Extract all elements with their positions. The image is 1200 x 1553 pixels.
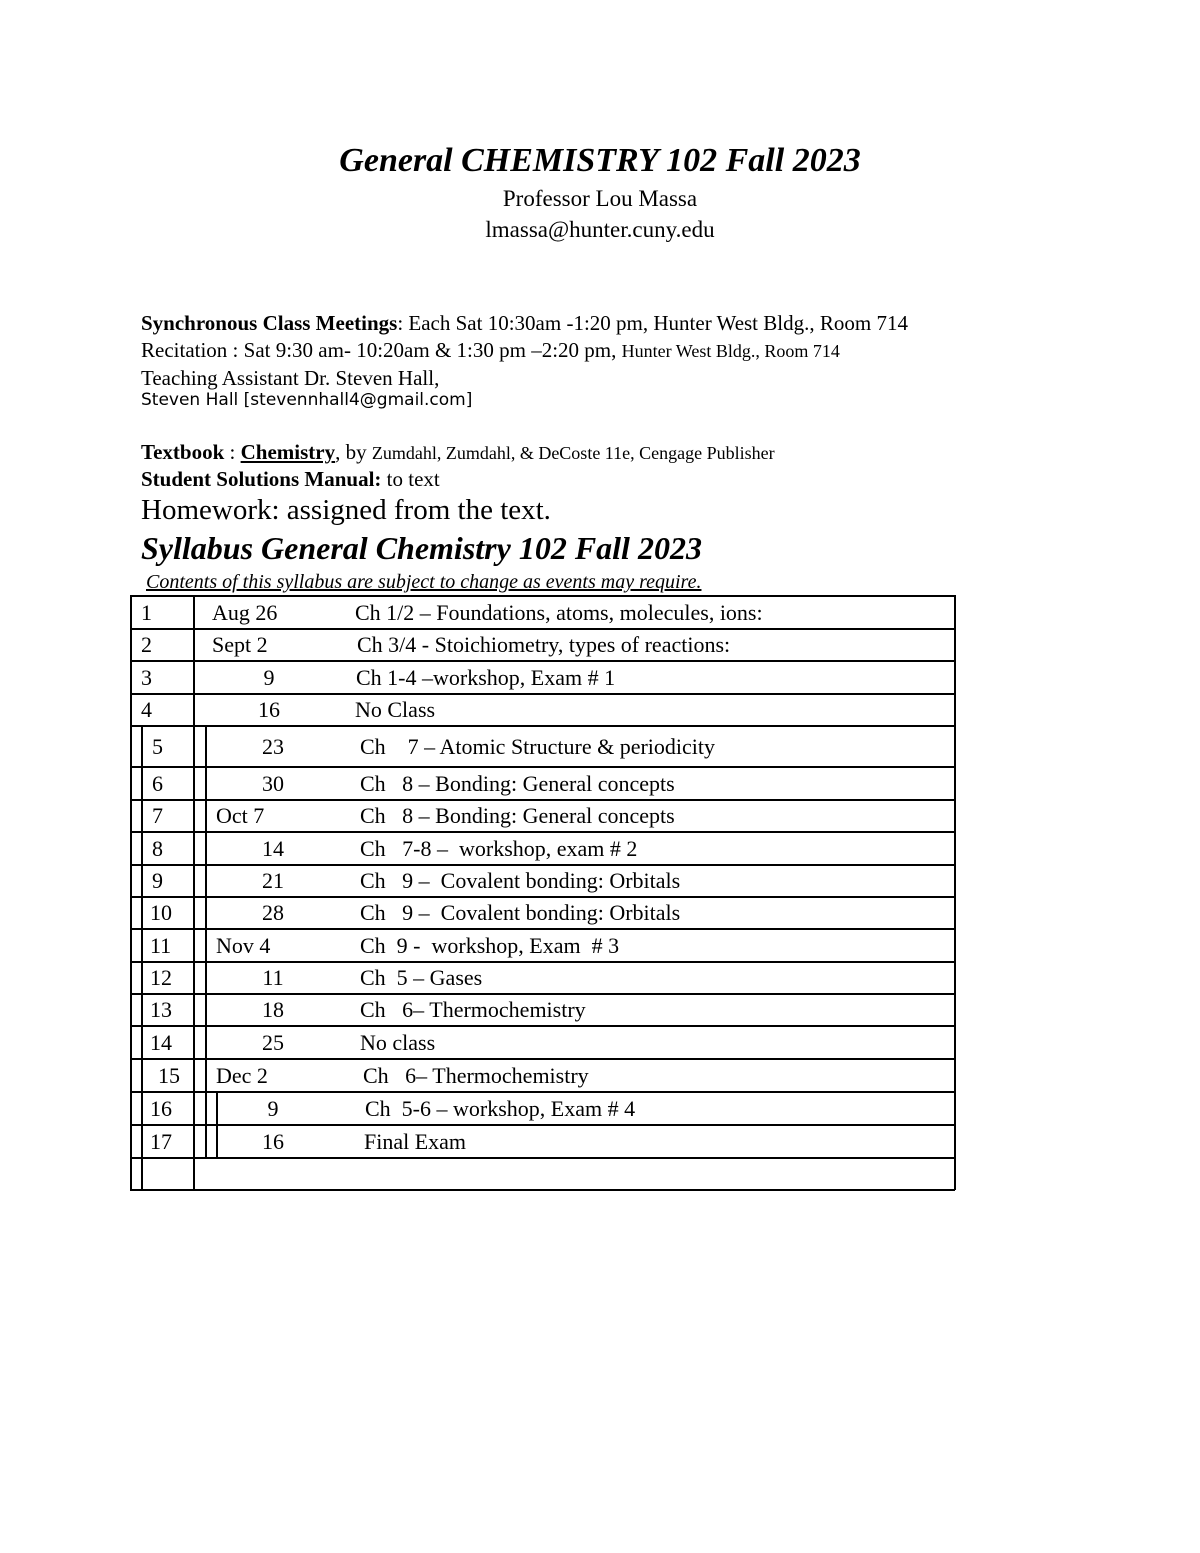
session-date: 25 [262, 1029, 284, 1055]
textbook-label: Textbook [141, 440, 225, 464]
table-rule [130, 766, 955, 768]
textbook-by: , by [335, 440, 372, 464]
session-number: 12 [150, 965, 172, 990]
table-rule [130, 693, 955, 695]
table-rule [205, 725, 207, 1157]
table-rule [130, 595, 132, 1190]
table-rule [130, 1091, 955, 1093]
homework-note: Homework: assigned from the text. [141, 494, 551, 526]
ta-email: Steven Hall [stevennhall4@gmail.com] [141, 390, 473, 410]
table-rule [130, 660, 955, 662]
session-number: 4 [141, 697, 152, 722]
table-rule [130, 1124, 955, 1126]
recitation-text: Recitation : Sat 9:30 am- 10:20am & 1:30 pm –2:20 pm, [141, 338, 622, 362]
textbook-authors: Zumdahl, Zumdahl, & DeCoste 11e, Cengage Publisher [371, 443, 775, 463]
session-topic: No Class [355, 697, 436, 722]
session-date: 14 [262, 835, 284, 861]
session-date: Nov 4 [216, 932, 271, 958]
table-rule [954, 595, 956, 1190]
syllabus-disclaimer: Contents of this syllabus are subject to change as events may require. [146, 571, 702, 593]
session-date: 18 [262, 997, 284, 1022]
syllabus-title: Syllabus General Chemistry 102 Fall 2023 [141, 530, 702, 566]
page-title: General CHEMISTRY 102 Fall 2023 [339, 142, 861, 179]
session-date: 21 [262, 868, 284, 893]
session-date: 30 [262, 770, 284, 796]
table-rule [130, 1025, 955, 1027]
session-number: 5 [152, 733, 163, 759]
session-number: 14 [150, 1029, 172, 1055]
session-date: 16 [262, 1128, 284, 1154]
professor-name: Professor Lou Massa [502, 186, 698, 211]
session-number: 8 [152, 835, 163, 861]
table-rule [130, 1189, 955, 1191]
session-topic: Ch 3/4 - Stoichiometry, types of reactions: [357, 632, 731, 657]
session-number: 7 [152, 803, 163, 828]
table-rule [130, 799, 955, 801]
session-topic: Ch 9 – Covalent bonding: Orbitals [360, 868, 681, 893]
table-rule [216, 1091, 218, 1157]
schedule-table [130, 595, 955, 1190]
session-date: Dec 2 [216, 1062, 268, 1088]
textbook-title: Chemistry [240, 440, 336, 464]
class-meetings-label: Synchronous Class Meetings [141, 311, 398, 335]
session-topic: Ch 8 – Bonding: General concepts [360, 770, 675, 796]
recitation-line [141, 338, 840, 363]
session-topic: Ch 1-4 –workshop, Exam # 1 [356, 664, 616, 690]
session-date: Aug 26 [212, 599, 278, 625]
table-rule [130, 993, 955, 995]
session-topic: Final Exam [364, 1128, 467, 1154]
session-number: 10 [150, 900, 172, 925]
session-topic: Ch 5 – Gases [360, 965, 483, 990]
session-date: 23 [262, 733, 284, 759]
session-date: Oct 7 [216, 803, 265, 828]
table-rule [130, 961, 955, 963]
table-rule [130, 1058, 955, 1060]
table-rule [130, 896, 955, 898]
session-topic: Ch 9 – Covalent bonding: Orbitals [360, 900, 681, 925]
session-number: 17 [150, 1128, 172, 1154]
session-topic: Ch 7-8 – workshop, exam # 2 [360, 835, 638, 861]
session-number: 16 [150, 1095, 172, 1121]
session-topic: Ch 9 - workshop, Exam # 3 [360, 932, 620, 958]
session-date: 11 [262, 965, 284, 990]
table-rule [130, 831, 955, 833]
session-topic: No class [360, 1029, 436, 1055]
table-rule [141, 725, 143, 1190]
table-rule [130, 928, 955, 930]
solutions-manual-text: to text [381, 467, 440, 491]
textbook-line [141, 440, 775, 465]
session-date: 9 [263, 664, 275, 690]
class-meetings-line [141, 311, 908, 336]
session-number: 3 [141, 664, 152, 690]
session-number: 15 [158, 1062, 180, 1088]
table-rule [130, 864, 955, 866]
session-number: 1 [141, 599, 152, 625]
session-date: Sept 2 [212, 632, 268, 657]
session-topic: Ch 7 – Atomic Structure & periodicity [360, 733, 716, 759]
table-rule [130, 725, 955, 727]
table-rule [130, 595, 955, 597]
table-rule [130, 1157, 955, 1159]
session-number: 13 [150, 997, 172, 1022]
session-date: 16 [258, 697, 280, 722]
session-number: 6 [152, 770, 163, 796]
professor-email: lmassa@hunter.cuny.edu [485, 217, 715, 242]
session-number: 11 [150, 932, 172, 958]
teaching-assistant: Teaching Assistant Dr. Steven Hall, [141, 366, 440, 390]
class-meetings-text: : Each Sat 10:30am -1:20 pm, Hunter West Bldg., Room 714 [397, 311, 908, 335]
solutions-manual-label: Student Solutions Manual: [141, 467, 382, 491]
session-date: 9 [267, 1095, 279, 1121]
session-topic: Ch 6– Thermochemistry [360, 997, 586, 1022]
session-topic: Ch 1/2 – Foundations, atoms, molecules, ions: [355, 599, 763, 625]
session-topic: Ch 8 – Bonding: General concepts [360, 803, 675, 828]
recitation-location: Hunter West Bldg., Room 714 [621, 341, 840, 361]
session-topic: Ch 5-6 – workshop, Exam # 4 [365, 1095, 636, 1121]
table-rule [130, 628, 955, 630]
session-number: 2 [141, 632, 152, 657]
solutions-manual-line [141, 467, 440, 492]
textbook-separator: : [224, 440, 241, 464]
session-topic: Ch 6– Thermochemistry [363, 1062, 589, 1088]
session-date: 28 [262, 900, 284, 925]
session-number: 9 [152, 868, 163, 893]
table-rule [193, 595, 195, 1190]
